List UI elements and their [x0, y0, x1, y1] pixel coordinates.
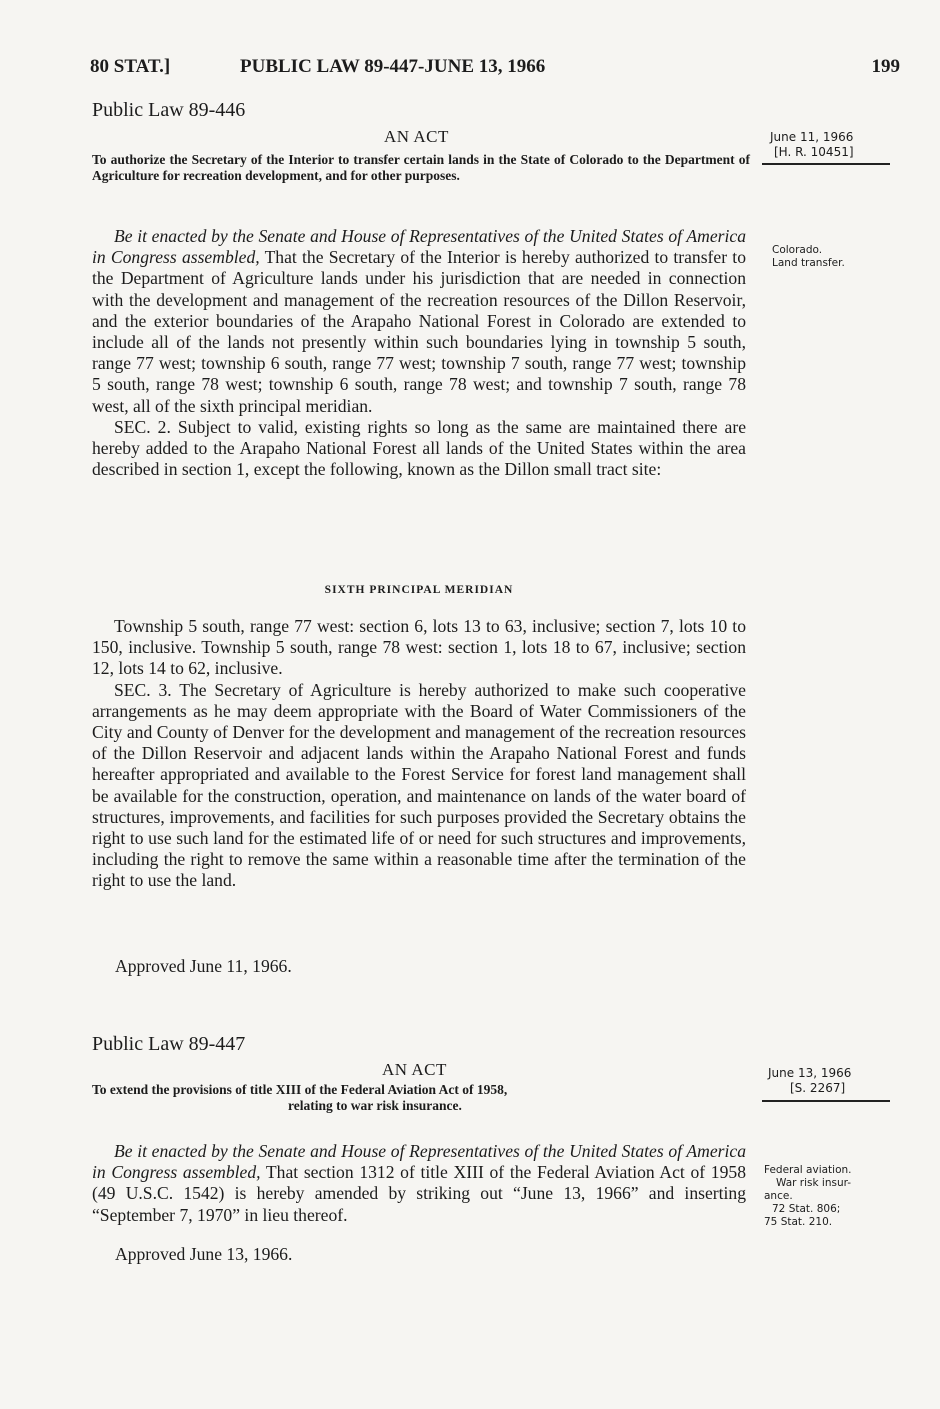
approved-date-2: Approved June 13, 1966.	[115, 1244, 293, 1264]
enacting-clause-1: Be it enacted by the Senate and House of Representatives of the United States of America in Congress assembled,	[92, 226, 746, 268]
act-purpose-2-line2: relating to war risk insurance.	[288, 1098, 462, 1113]
side-note-colorado-line1: Colorado.	[772, 244, 823, 256]
margin-rule-2	[762, 1100, 890, 1102]
act-heading-1: AN ACT	[384, 127, 449, 146]
section-2-label: SEC. 2.	[114, 416, 171, 437]
margin-rule-1	[762, 163, 890, 165]
act-purpose-2	[92, 1082, 752, 1114]
side-note-aviation	[764, 1164, 894, 1229]
side-note-aviation-line5: 75 Stat. 210.	[764, 1216, 833, 1228]
side-note-colorado-line2: Land transfer.	[772, 257, 845, 269]
law1-body	[92, 226, 746, 480]
law-title-89-447: Public Law 89-447	[92, 1033, 246, 1055]
page-number: 199	[871, 56, 900, 77]
law1-body-continued	[92, 616, 746, 892]
act-purpose-2-line1: To extend the provisions of title XIII of the Federal Aviation Act of 1958,	[92, 1082, 508, 1097]
side-note-aviation-line1: Federal aviation.	[764, 1164, 852, 1176]
section-1	[92, 226, 746, 417]
running-head	[90, 56, 900, 80]
law2-body	[92, 1141, 746, 1226]
statute-volume: 80 STAT.]	[90, 56, 171, 77]
approved-date-1: Approved June 11, 1966.	[115, 956, 292, 976]
law-title-89-446: Public Law 89-446	[92, 99, 246, 121]
section-1-text: That the Secretary of the Interior is hereby authorized to transfer to the Department of Agriculture lands under his jurisdiction that are needed in connection with the development and management of the recreation resources of the Dillon Reservoir, and the exterior boundaries of the Arapaho National Forest in Colorado are extended to include all of the lands not presently within such boundaries lying in township 5 south, range 77 west; township 6 south, range 77 west; township 7 south, range 77 west; township 5 south, range 78 west; township 6 south, range 78 west; and township 7 south, range 78 west, all of the sixth principal meridian.	[92, 247, 746, 416]
act-heading-2: AN ACT	[382, 1060, 447, 1079]
side-note-aviation-line4: 72 Stat. 806;	[772, 1203, 841, 1215]
act-purpose-1: To authorize the Secretary of the Interior to transfer certain lands in the State of Colorado to the Department of Agriculture for recreation development, and for other purposes.	[92, 152, 750, 183]
margin-date-2: June 13, 1966	[768, 1066, 852, 1080]
township-description: Township 5 south, range 77 west: section 6, lots 13 to 63, inclusive; section 7, lots 10 to 150, inclusive. Township 5 south, range 78 west: section 1, lots 18 to 67, inclusive; section 12, lots 14 to 62, inclusive.	[92, 616, 746, 679]
section-2	[92, 417, 746, 481]
law2-section	[92, 1141, 746, 1226]
section-3	[92, 680, 746, 892]
enacting-clause-2: Be it enacted by the Senate and House of Representatives of the United States of America in Congress assembled,	[92, 1141, 746, 1183]
margin-date-1: June 11, 1966	[770, 130, 854, 144]
side-note-colorado	[772, 244, 882, 270]
law2-section-text: That section 1312 of title XIII of the Federal Aviation Act of 1958 (49 U.S.C. 1542) is hereby amended by striking out “June 13, 1966” and inserting “September 7, 1970” in lieu thereof.	[92, 1162, 746, 1225]
side-note-aviation-line2: War risk insur-	[776, 1177, 852, 1189]
section-2-text: Subject to valid, existing rights so long as the same are maintained there are hereby added to the Arapaho National Forest all lands of the United States within the area described in section 1, except the following, known as the Dillon small tract site:	[92, 416, 747, 480]
section-3-text: The Secretary of Agriculture is hereby authorized to make such cooperative arrangements as he may deem appropriate with the Board of Water Commissioners of the City and County of Denver for the development and management of the recreation resources of the Dillon Reservoir and adjacent lands within the Arapaho National Forest and funds hereafter appropriated and available to the Forest Service for forest land management shall be available for the construction, operation, and maintenance on lands of the water board of structures, improvements, and facilities for such purposes provided the Secretary obtains the right to use such land for the estimated life of or need for such structures and improvements, including the right to remove the same within a reasonable time after the termination of the right to use the land.	[92, 679, 746, 891]
margin-bill-1: [H. R. 10451]	[774, 145, 854, 159]
running-head-title: PUBLIC LAW 89-447-JUNE 13, 1966	[240, 56, 546, 77]
section-3-label: SEC. 3.	[114, 679, 172, 700]
side-note-aviation-line3: ance.	[764, 1190, 793, 1202]
margin-bill-2: [S. 2267]	[790, 1081, 846, 1095]
section-heading-meridian: SIXTH PRINCIPAL MERIDIAN	[324, 584, 514, 596]
